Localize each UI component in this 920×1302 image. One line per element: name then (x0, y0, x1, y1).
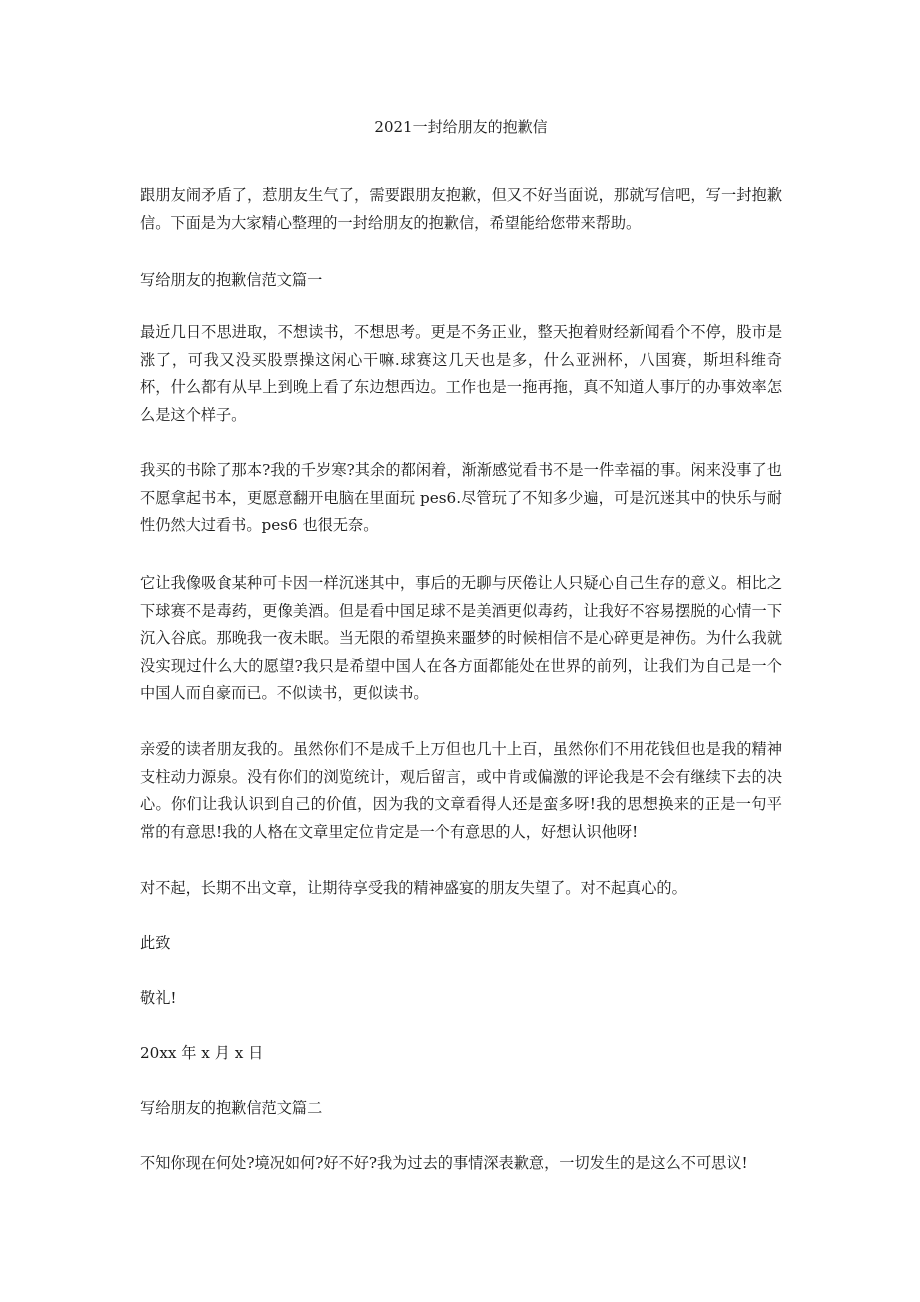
body-paragraph: 对不起，长期不出文章，让期待享受我的精神盛宴的朋友失望了。对不起真心的。 (140, 879, 687, 897)
body-paragraph: 最近几日不思进取，不想读书，不想思考。更是不务正业，整天抱着财经新闻看个不停，股市是涨了，可我又没买股票操这闲心干嘛.球赛这几天也是多，什么亚洲杯，八国赛，斯坦科维奇杯，什么都有从早上到晚上看了东边想西边。工作也是一拖再拖，真不知道人事厅的办事效率怎么是这个样子。 (140, 323, 782, 424)
intro-paragraph: 跟朋友闹矛盾了，惹朋友生气了，需要跟朋友抱歉，但又不好当面说，那就写信吧，写一封抱歉信。下面是为大家精心整理的一封给朋友的抱歉信，希望能给您带来帮助。 (140, 186, 782, 232)
body-paragraph: 不知你现在何处?境况如何?好不好?我为过去的事情深表歉意，一切发生的是这么不可思议! (140, 1154, 748, 1172)
closing-salutation: 此致 (140, 934, 171, 952)
closing-regards: 敬礼! (140, 989, 177, 1007)
body-paragraph: 我买的书除了那本?我的千岁寒?其余的都闲着，渐渐感觉看书不是一件幸福的事。闲来没事了也不愿拿起书本，更愿意翻开电脑在里面玩 pes6.尽管玩了不知多少遍，可是沉迷其中的快乐与耐性仍然大过看书。pes6 也很无奈。 (140, 461, 782, 534)
letter-date: 20xx 年 x 月 x 日 (140, 1044, 264, 1062)
document-title: 2021一封给朋友的抱歉信 (374, 118, 548, 136)
body-paragraph: 它让我像吸食某种可卡因一样沉迷其中，事后的无聊与厌倦让人只疑心自己生存的意义。相比之下球赛不是毒药，更像美酒。但是看中国足球不是美酒更似毒药，让我好不容易摆脱的心情一下沉入谷底。那晚我一夜未眠。当无限的希望换来噩梦的时候相信不是心碎更是神伤。为什么我就没实现过什么大的愿望?我只是希望中国人在各方面都能处在世界的前列，让我们为自己是一个中国人而自豪而已。不似读书，更似读书。 (140, 574, 782, 702)
section-heading-two: 写给朋友的抱歉信范文篇二 (140, 1099, 323, 1117)
body-paragraph: 亲爱的读者朋友我的。虽然你们不是成千上万但也几十上百，虽然你们不用花钱但也是我的精神支柱动力源泉。没有你们的浏览统计，观后留言，或中肯或偏激的评论我是不会有继续下去的决心。你们让我认识到自己的价值，因为我的文章看得人还是蛮多呀!我的思想换来的正是一句平常的有意思!我的人格在文章里定位肯定是一个有意思的人，好想认识他呀! (140, 740, 782, 841)
section-heading-one: 写给朋友的抱歉信范文篇一 (140, 271, 323, 289)
